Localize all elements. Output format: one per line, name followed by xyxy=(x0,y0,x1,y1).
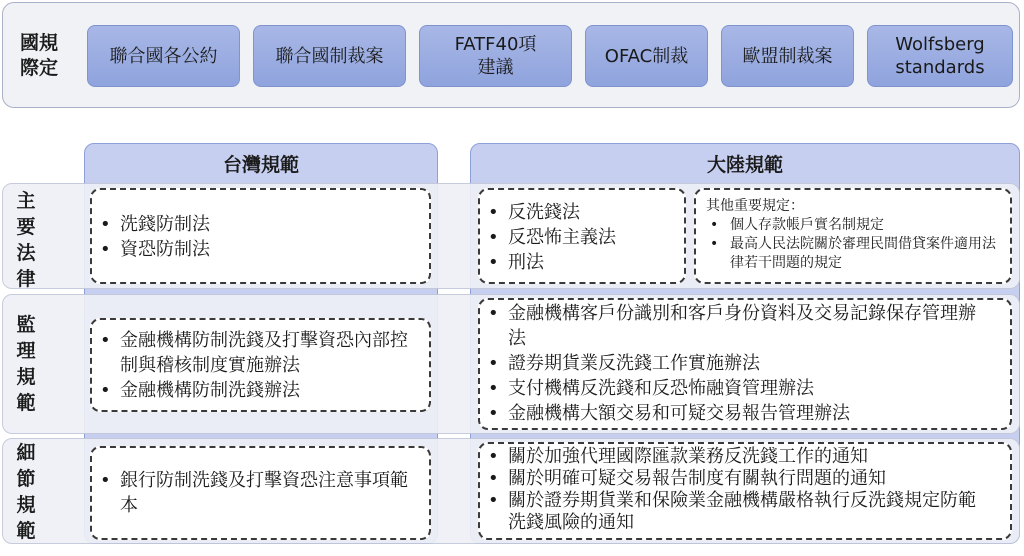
row-label-regulation: 監 理 規 範 xyxy=(16,314,36,414)
pill-un-conventions: 聯合國各公約 xyxy=(87,25,240,87)
taiwan-regulation-box xyxy=(90,318,431,412)
list-item: • 關於加強代理國際匯款業務反洗錢工作的通知 xyxy=(480,446,992,468)
pill-un-sanctions: 聯合國制裁案 xyxy=(253,25,406,87)
mainland-regulation-list xyxy=(480,301,992,426)
list-item: • 金融機構客戶份識別和客戶身份資料及交易記錄保存管理辦法 xyxy=(480,301,992,351)
list-item: • 反洗錢法 xyxy=(480,200,684,225)
taiwan-laws-box xyxy=(90,188,431,284)
taiwan-details-list xyxy=(92,468,409,518)
list-item: • 金融機構防制洗錢辦法 xyxy=(92,378,413,403)
mainland-details-list xyxy=(480,446,992,534)
list-item: • 支付機構反洗錢和反恐怖融資管理辦法 xyxy=(480,376,992,401)
taiwan-details-box xyxy=(90,446,431,540)
taiwan-header: 台灣規範 xyxy=(222,153,299,176)
row-label-laws: 主 要 法 律 xyxy=(16,190,36,290)
list-item: • 關於明確可疑交易報告制度有關執行問題的通知 xyxy=(480,468,992,490)
mainland-header: 大陸規範 xyxy=(706,153,783,176)
list-item: • 最高人民法院關於審理民間借貸案件適用法律若干問題的規定 xyxy=(702,235,1002,273)
list-item: • 洗錢防制法 xyxy=(92,212,429,237)
list-item: • 證券期貨業反洗錢工作實施辦法 xyxy=(480,351,992,376)
row-label-details: 細 節 規 範 xyxy=(16,442,36,542)
pill-ofac-sanctions: OFAC制裁 xyxy=(585,25,708,87)
pill-fatf-40: FATF40項 建議 xyxy=(419,25,572,87)
international-regulations-panel xyxy=(2,2,1020,108)
list-item: • 個人存款帳戶實名制規定 xyxy=(702,216,1002,235)
list-item: • 銀行防制洗錢及打擊資恐注意事項範本 xyxy=(92,468,409,518)
mainland-details-box xyxy=(478,442,1012,540)
list-item: • 金融機構防制洗錢及打擊資恐內部控制與稽核制度實施辦法 xyxy=(92,328,413,378)
list-item: • 反恐怖主義法 xyxy=(480,225,684,250)
other-rules-title: 其他重要規定： xyxy=(706,198,804,214)
list-item: • 刑法 xyxy=(480,250,684,275)
mainland-other-rules-box xyxy=(694,188,1012,284)
pill-eu-sanctions: 歐盟制裁案 xyxy=(721,25,854,87)
mainland-regulation-box xyxy=(478,298,1012,430)
pill-wolfsberg: Wolfsberg standards xyxy=(867,25,1013,87)
list-item: • 關於證券期貨業和保險業金融機構嚴格執行反洗錢規定防範洗錢風險的通知 xyxy=(480,490,992,534)
list-item: • 資恐防制法 xyxy=(92,237,429,262)
taiwan-regulation-list xyxy=(92,328,413,403)
mainland-laws-box xyxy=(478,188,686,284)
taiwan-laws-list xyxy=(92,212,429,262)
list-item: • 金融機構大額交易和可疑交易報告管理辦法 xyxy=(480,401,992,426)
mainland-laws-list xyxy=(480,200,684,275)
other-rules-list xyxy=(696,216,1010,273)
international-label: 國規 際定 xyxy=(19,32,58,79)
